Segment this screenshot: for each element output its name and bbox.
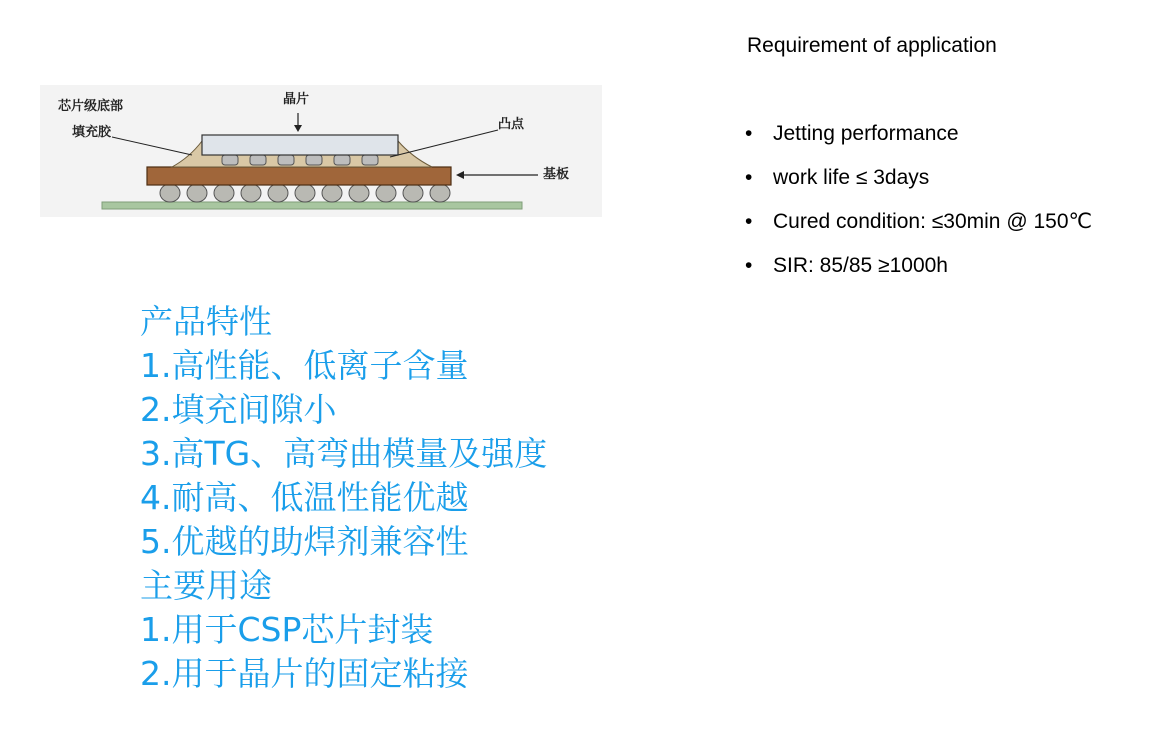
requirement-item — [745, 206, 1092, 250]
feature-item: 4.耐高、低温性能优越 — [140, 478, 469, 517]
underfill-leader-line — [112, 137, 192, 155]
bump-leader-line — [390, 130, 498, 157]
die-label: 晶片 — [283, 92, 310, 107]
bullet-icon: • — [745, 166, 753, 189]
requirements-title: Requirement of application — [747, 34, 997, 57]
flip-chip-diagram — [40, 85, 602, 217]
underfill-label-line1: 芯片级底部 — [58, 99, 124, 114]
requirement-text: Cured condition: ≤30min @ 150℃ — [773, 210, 1093, 233]
substrate-layer — [147, 167, 451, 185]
bullet-icon: • — [745, 122, 753, 145]
substrate-arrowhead — [456, 171, 464, 179]
feature-item: 1.高性能、低离子含量 — [140, 346, 469, 385]
bullet-icon: • — [745, 210, 753, 233]
feature-item: 3.高TG、高弯曲模量及强度 — [140, 434, 548, 473]
requirement-item — [745, 162, 1092, 206]
requirement-item — [745, 250, 1092, 294]
requirement-text: SIR: 85/85 ≥1000h — [773, 254, 948, 277]
product-features — [140, 300, 547, 696]
feature-item: 5.优越的助焊剂兼容性 — [140, 522, 469, 561]
requirements-list — [745, 118, 1092, 294]
die-layer — [202, 135, 398, 155]
bump-label: 凸点 — [498, 117, 525, 132]
application-item: 1.用于CSP芯片封装 — [140, 610, 434, 649]
board-layer — [102, 202, 522, 209]
requirement-text: Jetting performance — [773, 122, 959, 145]
substrate-label: 基板 — [543, 167, 570, 182]
application-item: 2.用于晶片的固定粘接 — [140, 654, 469, 693]
solder-balls — [160, 184, 450, 202]
requirement-text: work life ≤ 3days — [773, 166, 930, 189]
underfill-label-line2: 填充胶 — [72, 125, 112, 140]
bullet-icon: • — [745, 254, 753, 277]
features-heading: 产品特性 — [140, 302, 272, 341]
die-arrowhead — [294, 125, 302, 132]
feature-item: 2.填充间隙小 — [140, 390, 337, 429]
applications-heading: 主要用途 — [140, 566, 272, 605]
package-cross-section — [40, 85, 602, 217]
requirement-item — [745, 118, 1092, 162]
